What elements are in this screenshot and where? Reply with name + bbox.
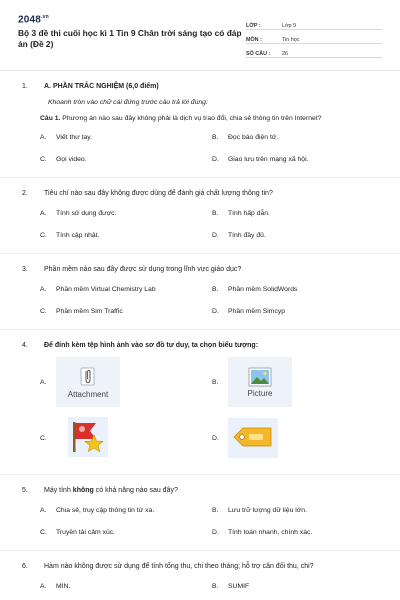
question-1 bbox=[18, 82, 382, 170]
option-b[interactable] bbox=[212, 278, 384, 300]
question-header bbox=[18, 189, 382, 198]
option-letter: A. bbox=[40, 209, 47, 217]
brand-name: 2048 bbox=[18, 14, 42, 26]
meta-value: Tin học bbox=[282, 37, 300, 43]
option-d[interactable] bbox=[212, 410, 384, 466]
option-text: Lưu trữ lượng dữ liệu lớn. bbox=[228, 506, 307, 514]
question-separator bbox=[0, 253, 400, 254]
question-separator bbox=[0, 177, 400, 178]
option-letter: B. bbox=[212, 506, 219, 514]
question-number: 5. bbox=[22, 487, 28, 494]
option-letter: A. bbox=[40, 285, 47, 293]
option-c[interactable] bbox=[40, 224, 212, 246]
option-text: Viết thư tay. bbox=[56, 133, 93, 141]
question-text-bold: không bbox=[72, 487, 94, 494]
question-text-bold: A. PHẦN TRẮC NGHIỆM (6,0 điểm) bbox=[44, 83, 159, 90]
option-letter: A. bbox=[40, 582, 47, 590]
paperclip-icon bbox=[78, 366, 98, 388]
question-header bbox=[18, 486, 382, 495]
option-text: MIN. bbox=[56, 582, 71, 590]
question-text: Tiêu chí nào sau đây không được dùng để đánh giá chất lượng thông tin? bbox=[44, 190, 273, 197]
meta-row-class bbox=[246, 16, 382, 30]
page-title: Bộ 3 đề thi cuối học kì 1 Tin 9 Chân trời sáng tạo có đáp án (Đề 2) bbox=[18, 28, 242, 49]
option-letter: C. bbox=[40, 434, 47, 442]
option-text: Tính đầy đủ. bbox=[228, 231, 266, 239]
picture-icon bbox=[248, 367, 272, 387]
option-text: Gọi video. bbox=[56, 155, 87, 163]
option-b[interactable] bbox=[212, 575, 384, 597]
flag-star-icon bbox=[68, 417, 108, 457]
header bbox=[18, 14, 382, 58]
option-letter: B. bbox=[212, 582, 219, 590]
brand-suffix: .vn bbox=[41, 14, 49, 20]
option-a[interactable] bbox=[40, 126, 212, 148]
question-2 bbox=[18, 189, 382, 246]
question-header bbox=[18, 341, 382, 350]
question-number: 1. bbox=[22, 83, 28, 90]
picture-icon-box bbox=[228, 357, 292, 407]
option-c[interactable] bbox=[40, 410, 212, 466]
question-text-part: Máy tính bbox=[44, 487, 73, 494]
option-text: Truyền tải cảm xúc. bbox=[56, 528, 116, 536]
option-text: Chia sẻ, truy cập thông tin từ xa. bbox=[56, 506, 155, 514]
option-d[interactable] bbox=[212, 148, 384, 170]
meta-row-subject bbox=[246, 30, 382, 44]
option-letter: A. bbox=[40, 133, 47, 141]
option-letter: B. bbox=[212, 378, 219, 386]
meta-value: Lớp 9 bbox=[282, 23, 297, 29]
option-a[interactable] bbox=[40, 278, 212, 300]
option-b[interactable] bbox=[212, 354, 384, 410]
option-letter: A. bbox=[40, 506, 47, 514]
question-text-part: có khả năng nào sau đây? bbox=[93, 487, 178, 494]
option-letter: C. bbox=[40, 155, 47, 163]
attachment-icon-box bbox=[56, 357, 120, 407]
option-c[interactable] bbox=[40, 148, 212, 170]
option-text: Tính cập nhật. bbox=[56, 231, 100, 239]
instruction-text: Khoanh tròn vào chữ cái đứng trước câu trả lời đúng: bbox=[48, 99, 208, 106]
option-b[interactable] bbox=[212, 126, 384, 148]
sub-question bbox=[40, 115, 382, 122]
option-d[interactable] bbox=[212, 521, 384, 543]
question-text: Hàm nào không được sử dụng để tính tổng thu, chi theo tháng; hỗ trợ cân đối thu, chi? bbox=[44, 563, 314, 570]
option-c[interactable] bbox=[40, 300, 212, 322]
question-number: 6. bbox=[22, 563, 28, 570]
question-separator bbox=[0, 329, 400, 330]
question-6 bbox=[18, 562, 382, 597]
question-text bbox=[44, 82, 382, 91]
question-header bbox=[18, 562, 382, 571]
icon-caption: Attachment bbox=[67, 389, 109, 399]
icon-caption: Picture bbox=[247, 388, 273, 398]
option-a[interactable] bbox=[40, 499, 212, 521]
question-5 bbox=[18, 486, 382, 543]
question-separator bbox=[0, 550, 400, 551]
option-letter: D. bbox=[212, 528, 219, 536]
options bbox=[40, 354, 382, 466]
meta-row-count bbox=[246, 44, 382, 58]
question-number: 4. bbox=[22, 342, 28, 349]
header-left bbox=[18, 14, 246, 58]
option-letter: C. bbox=[40, 528, 47, 536]
option-letter: A. bbox=[40, 378, 47, 386]
options bbox=[40, 278, 382, 322]
meta-label: MÔN : bbox=[246, 37, 262, 43]
option-letter: D. bbox=[212, 155, 219, 163]
option-letter: C. bbox=[40, 307, 47, 315]
question-number: 3. bbox=[22, 266, 28, 273]
meta-label: SỐ CÂU : bbox=[246, 51, 271, 57]
option-d[interactable] bbox=[212, 300, 384, 322]
option-c[interactable] bbox=[40, 521, 212, 543]
option-text: Phần mềm SolidWords bbox=[228, 285, 298, 293]
question-number: 2. bbox=[22, 190, 28, 197]
option-letter: B. bbox=[212, 133, 219, 141]
question-text bbox=[44, 341, 382, 350]
question-text-bold: Để đính kèm tệp hình ảnh vào sơ đồ tư duy, ta chọn biểu tượng: bbox=[44, 342, 259, 349]
option-letter: B. bbox=[212, 285, 219, 293]
option-text: Phần mềm Virtual Chemistry Lab bbox=[56, 285, 156, 293]
question-separator bbox=[0, 474, 400, 475]
options bbox=[40, 126, 382, 170]
question-header bbox=[18, 82, 382, 91]
option-b[interactable] bbox=[212, 202, 384, 224]
question-3 bbox=[18, 265, 382, 322]
option-text: Đọc báo điện tử. bbox=[228, 133, 279, 141]
meta-label: LỚP : bbox=[246, 23, 261, 29]
option-text: Phần mềm Simcyp bbox=[228, 307, 286, 315]
option-a[interactable] bbox=[40, 354, 212, 410]
options bbox=[40, 499, 382, 543]
sub-question-label: Câu 1. bbox=[40, 115, 61, 122]
option-d[interactable] bbox=[212, 224, 384, 246]
header-divider bbox=[0, 70, 400, 71]
option-letter: B. bbox=[212, 209, 219, 217]
question-4 bbox=[18, 341, 382, 466]
options bbox=[40, 202, 382, 246]
option-letter: C. bbox=[40, 231, 47, 239]
question-header bbox=[18, 265, 382, 274]
sub-question-text: Phương án nào sau đây không phải là dịch vụ trao đổi, chia sẻ thông tin trên Internet? bbox=[60, 115, 322, 122]
option-text: Tính sử dụng được. bbox=[56, 209, 117, 217]
flag-star-icon-box bbox=[56, 413, 120, 463]
option-b[interactable] bbox=[212, 499, 384, 521]
option-a[interactable] bbox=[40, 202, 212, 224]
option-a[interactable] bbox=[40, 575, 212, 597]
meta-value: 26 bbox=[282, 51, 288, 57]
option-letter: D. bbox=[212, 307, 219, 315]
options bbox=[40, 575, 382, 597]
option-text: Tính toán nhanh, chính xác. bbox=[228, 528, 313, 536]
brand-logo[interactable] bbox=[18, 14, 246, 25]
option-text: SUMIF bbox=[228, 582, 250, 590]
question-text: Phần mềm nào sau đây được sử dụng trong lĩnh vực giáo dục? bbox=[44, 266, 242, 273]
tag-icon-box bbox=[228, 418, 278, 458]
option-text: Giao lưu trên mạng xã hội. bbox=[228, 155, 309, 163]
meta-table bbox=[246, 16, 382, 58]
option-text: Tính hấp dẫn. bbox=[228, 209, 270, 217]
option-letter: D. bbox=[212, 434, 219, 442]
option-letter: D. bbox=[212, 231, 219, 239]
question-text bbox=[44, 486, 382, 495]
tag-icon bbox=[231, 424, 275, 450]
option-text: Phần mềm Sim Traffic bbox=[56, 307, 123, 315]
